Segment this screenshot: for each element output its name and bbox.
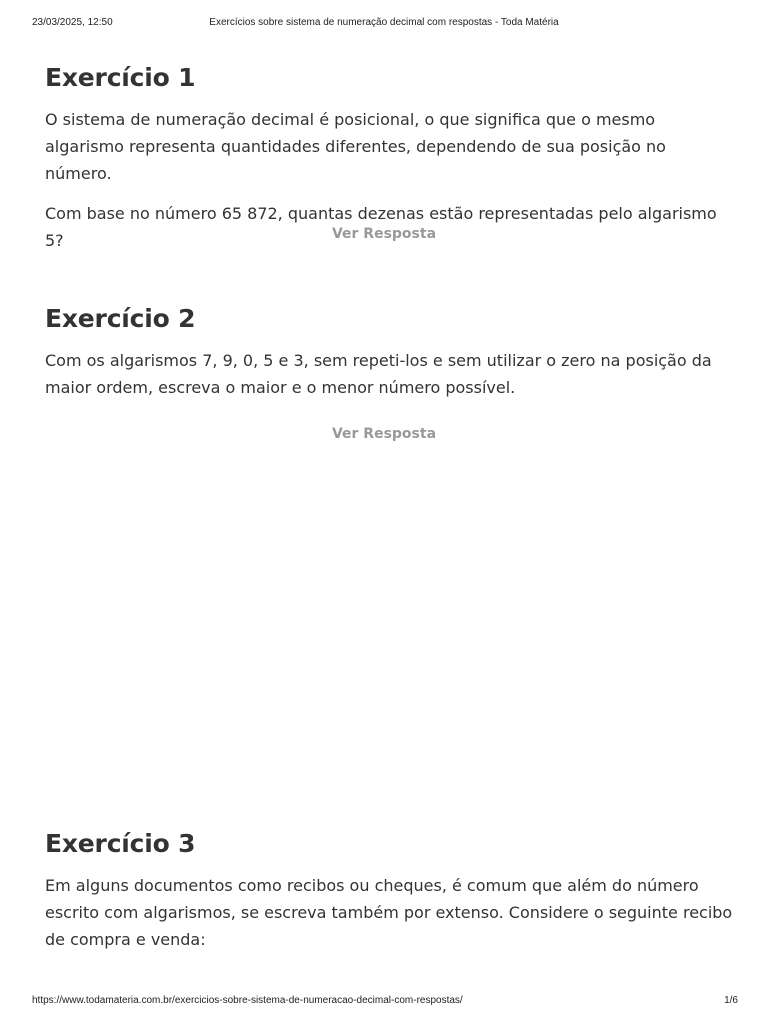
ver-resposta-button-1[interactable]: Ver Resposta bbox=[331, 226, 437, 242]
print-page-title: Exercícios sobre sistema de numeração decimal com respostas - Toda Matéria bbox=[209, 17, 559, 28]
print-header bbox=[0, 17, 768, 31]
print-footer bbox=[0, 995, 768, 1009]
print-page-number: 1/6 bbox=[724, 995, 738, 1006]
exercise-heading: Exercício 3 bbox=[45, 829, 196, 858]
exercise-paragraph: Com os algarismos 7, 9, 0, 5 e 3, sem repeti-los e sem utilizar o zero na posição da maior ordem, escreva o maior e o menor número possível. bbox=[45, 351, 712, 397]
print-url: https://www.todamateria.com.br/exercicios-sobre-sistema-de-numeracao-decimal-com-respostas/ bbox=[32, 995, 463, 1006]
exercise-2 bbox=[45, 303, 735, 401]
exercise-paragraph: Em alguns documentos como recibos ou cheques, é comum que além do número escrito com algarismos, se escreva também por extenso. Considere o seguinte recibo de compra e venda: bbox=[45, 876, 733, 949]
exercise-heading: Exercício 2 bbox=[45, 304, 196, 333]
exercise-question: Com base no número 65 872, quantas dezenas estão representadas pelo algarismo 5? bbox=[45, 204, 717, 250]
exercise-heading: Exercício 1 bbox=[45, 63, 196, 92]
print-datetime: 23/03/2025, 12:50 bbox=[32, 17, 113, 28]
ver-resposta-button-2[interactable]: Ver Resposta bbox=[331, 426, 437, 442]
exercise-3 bbox=[45, 828, 735, 953]
exercise-paragraph: O sistema de numeração decimal é posicional, o que significa que o mesmo algarismo representa quantidades diferentes, dependendo de sua posição no número. bbox=[45, 110, 666, 183]
